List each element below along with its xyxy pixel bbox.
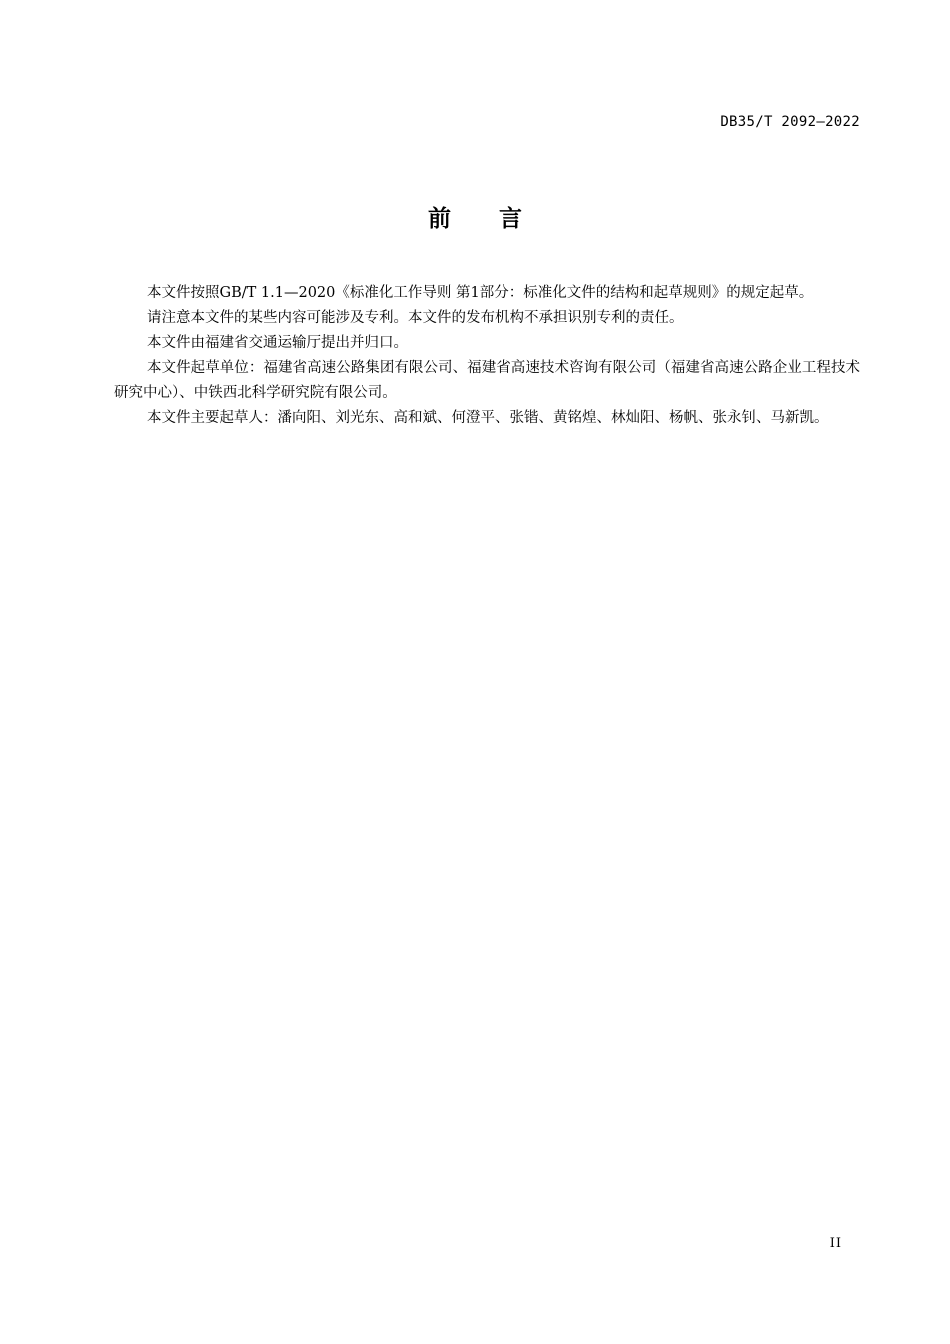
page-title — [0, 200, 950, 233]
preface-paragraph-patent-notice: 请注意本文件的某些内容可能涉及专利。本文件的发布机构不承担识别专利的责任。 — [147, 310, 684, 326]
page-number: II — [829, 1236, 842, 1251]
preface-paragraph-drafting-rules: 本文件按照GB/T 1.1—2020《标准化工作导则 第1部分：标准化文件的结构和起草规则》的规定起草。 — [147, 285, 814, 301]
preface-body — [114, 281, 860, 431]
standard-code: DB35/T 2092—2022 — [720, 114, 860, 130]
title-char-2: 言 — [499, 206, 522, 232]
preface-paragraph-drafters: 本文件主要起草人：潘向阳、刘光东、高和斌、何澄平、张锴、黄铭煌、林灿阳、杨帆、张永钊、马新凯。 — [147, 410, 829, 426]
preface-paragraph-proposer: 本文件由福建省交通运输厅提出并归口。 — [147, 335, 408, 351]
title-char-1: 前 — [428, 206, 451, 232]
preface-paragraph-drafting-units: 本文件起草单位：福建省高速公路集团有限公司、福建省高速技术咨询有限公司（福建省高速公路企业工程技术研究中心）、中铁西北科学研究院有限公司。 — [114, 360, 860, 401]
